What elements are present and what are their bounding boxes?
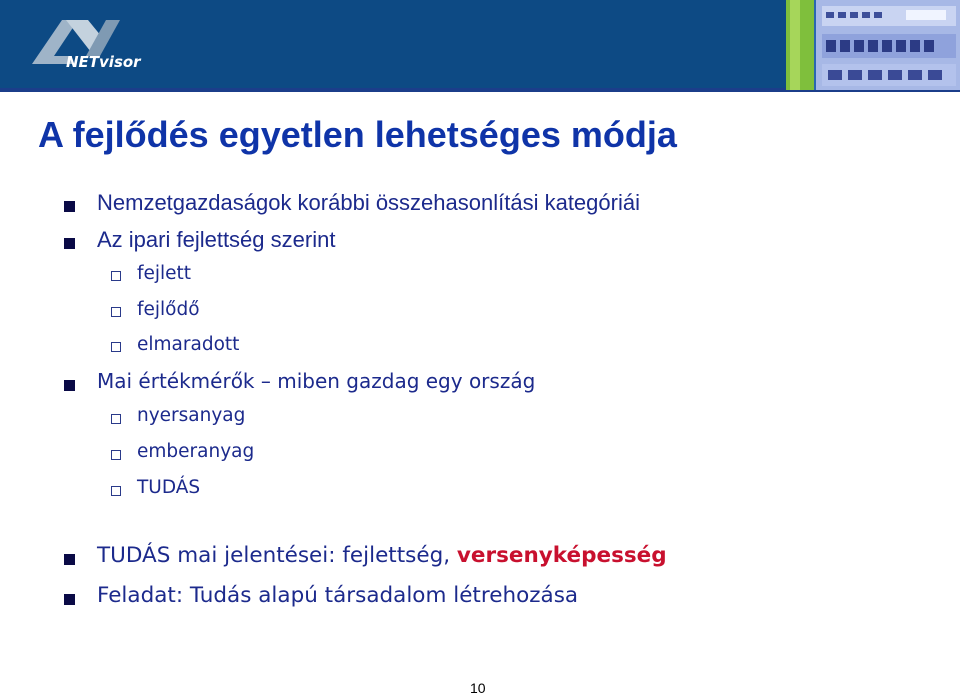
bullet-square-icon: [64, 380, 75, 391]
sub-bullet-box-icon: [111, 307, 121, 317]
logo-text: NETvisor: [66, 53, 141, 71]
bullet-square-icon: [64, 238, 75, 249]
sub-bullet-box-icon: [111, 342, 121, 352]
sub-bullet-item: nyersanyag: [137, 405, 246, 426]
bullet-square-icon: [64, 201, 75, 212]
sub-bullet-item: fejlődő: [137, 299, 200, 320]
bullet-item: Nemzetgazdaságok korábbi összehasonlítási kategóriái: [97, 190, 640, 215]
bullet-item: Feladat: Tudás alapú társadalom létrehozása: [97, 583, 579, 608]
bullet-item-text: TUDÁS mai jelentései: fejlettség,: [97, 543, 457, 568]
sub-bullet-item: elmaradott: [137, 334, 240, 355]
netvisor-logo-icon: [28, 12, 168, 82]
sub-bullet-box-icon: [111, 414, 121, 424]
bullet-item: Az ipari fejlettség szerint: [97, 227, 336, 252]
sub-bullet-box-icon: [111, 450, 121, 460]
sub-bullet-box-icon: [111, 271, 121, 281]
sub-bullet-box-icon: [111, 486, 121, 496]
network-hardware-photo: [786, 0, 960, 90]
sub-bullet-item: TUDÁS: [137, 477, 201, 498]
bullet-square-icon: [64, 554, 75, 565]
sub-bullet-item: emberanyag: [137, 441, 255, 462]
highlighted-word: versenyképesség: [456, 543, 667, 568]
page-number: 10: [470, 680, 486, 696]
sub-bullet-item: fejlett: [137, 263, 192, 284]
bullet-square-icon: [64, 594, 75, 605]
bullet-item: Mai értékmérők – miben gazdag egy ország: [97, 369, 536, 393]
slide-title: A fejlődés egyetlen lehetséges módja: [38, 114, 677, 155]
bullet-item: [97, 543, 667, 568]
